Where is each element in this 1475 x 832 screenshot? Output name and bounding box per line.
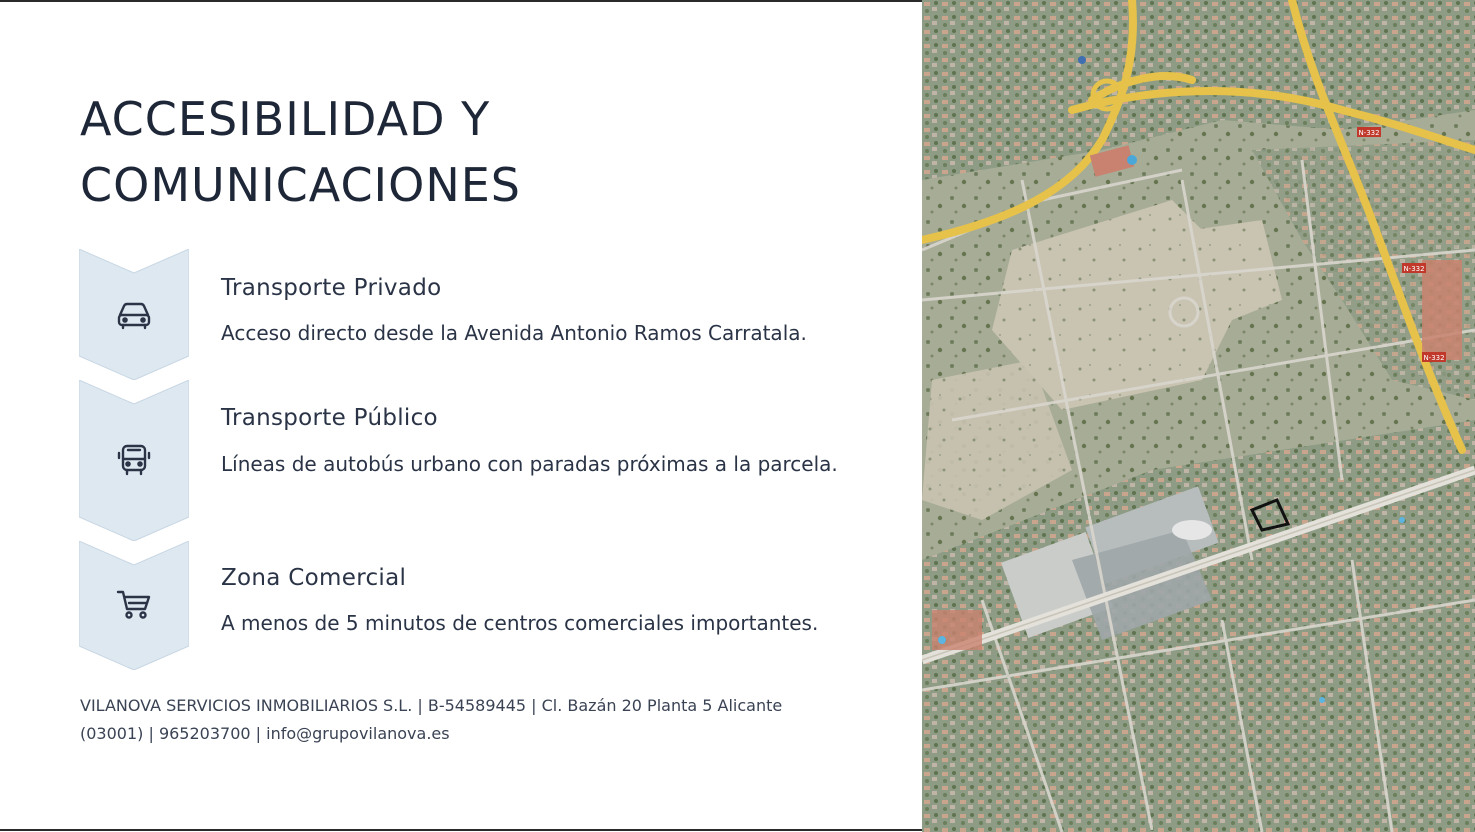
chevron-block-commercial: [79, 541, 189, 670]
item-desc-private-transport: Acceso directo desde la Avenida Antonio Ramos Carratala.: [221, 321, 807, 345]
item-title-private-transport: Transporte Privado: [221, 275, 442, 301]
top-divider: [0, 0, 922, 2]
bottom-divider: [0, 829, 922, 831]
chevron-block-private-transport: [79, 249, 189, 380]
road-label-1: N-332: [1358, 129, 1380, 137]
company-footer: [80, 692, 840, 748]
footer-line-1: VILANOVA SERVICIOS INMOBILIARIOS S.L. | B-54589445 | Cl. Bazán 20 Planta 5 Alicante: [80, 696, 783, 715]
chevron-block-public-transport: [79, 380, 189, 541]
road-label-2: N-332: [1403, 265, 1425, 273]
title-line-2: COMUNICACIONES: [80, 158, 522, 212]
item-desc-commercial: A menos de 5 minutos de centros comerciales importantes.: [221, 611, 819, 635]
aerial-map-image: [922, 0, 1475, 832]
page-title: [80, 86, 840, 218]
footer-line-2: (03001) | 965203700 | info@grupovilanova.es: [80, 724, 450, 743]
road-label-3: N-332: [1423, 354, 1445, 362]
item-title-commercial: Zona Comercial: [221, 565, 407, 591]
bus-icon: [116, 442, 152, 478]
aerial-map: [922, 0, 1475, 832]
item-desc-public-transport: Líneas de autobús urbano con paradas próximas a la parcela.: [221, 452, 838, 476]
title-line-1: ACCESIBILIDAD Y: [80, 92, 491, 146]
item-title-public-transport: Transporte Público: [221, 405, 438, 431]
shopping-cart-icon: [116, 587, 152, 623]
car-icon: [116, 297, 152, 333]
